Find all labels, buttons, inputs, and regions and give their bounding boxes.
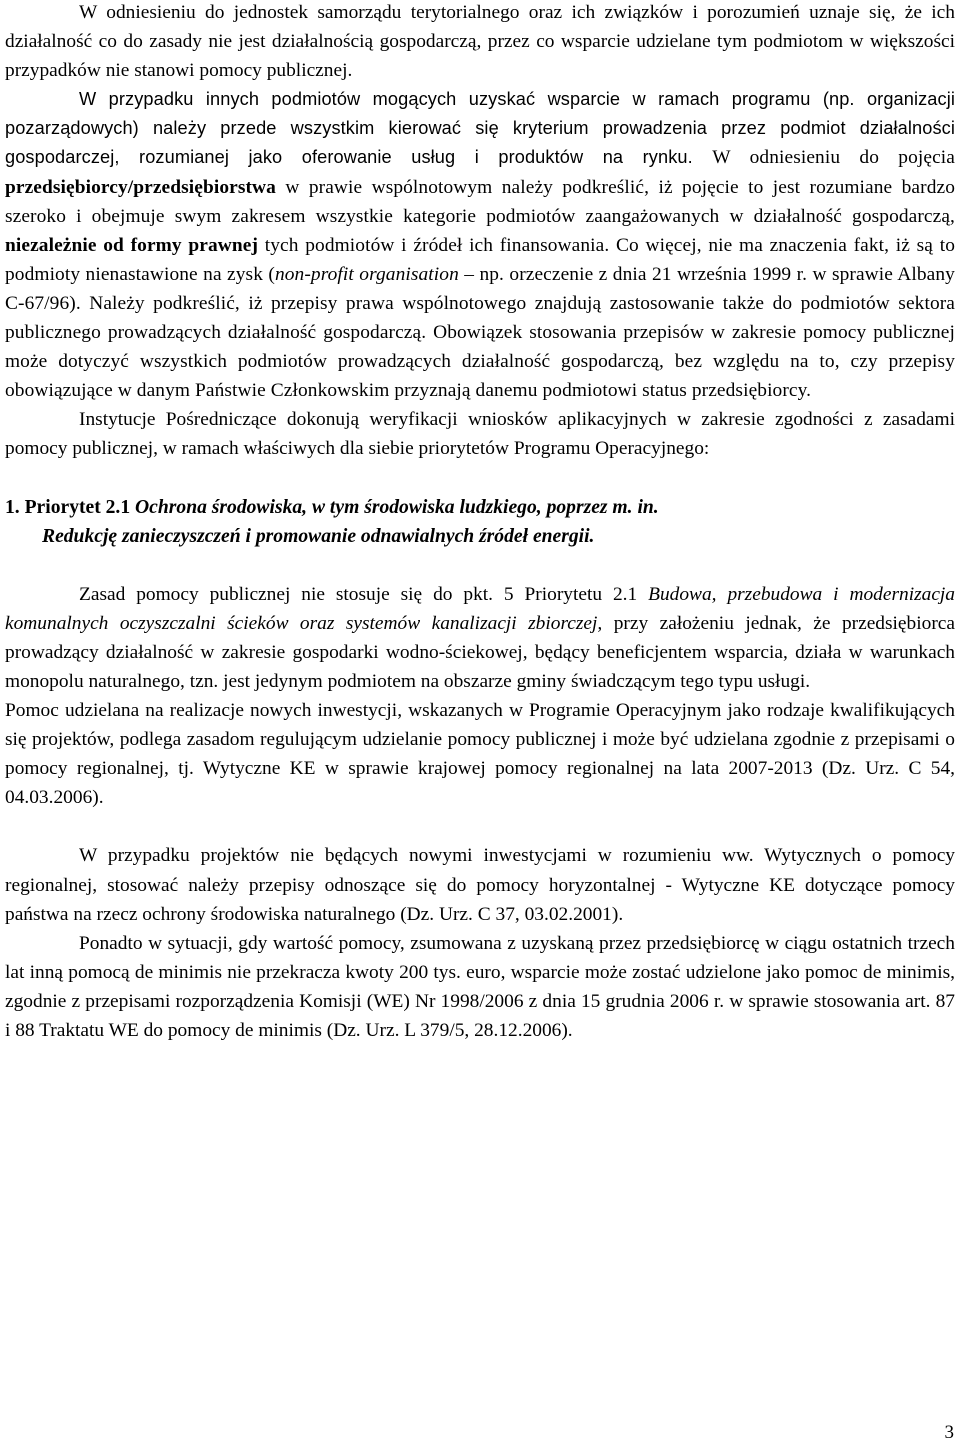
text-run: niezależnie od formy prawnej — [5, 234, 259, 256]
text-run: Redukcję zanieczyszczeń i promowanie odnawialnych źródeł energii. — [42, 525, 595, 547]
section-heading — [5, 522, 955, 551]
paragraph — [5, 929, 955, 1045]
text-run: Ochrona środowiska, w tym środowiska ludzkiego, poprzez m. in. — [135, 496, 659, 518]
text-run: tych podmiotów i źródeł ich finansowania. Co więcej, nie ma znaczenia fakt, iż są to podmioty nienastawione na zysk ( — [5, 234, 955, 285]
text-run: W odniesieniu do jednostek samorządu terytorialnego oraz ich związków i porozumień uznaje się, że ich działalność co do zasady nie jest działalnością gospodarczą, przez co wsparcie udzielane tym podmiotom w większości przypadków nie stanowi pomocy publicznej. — [5, 2, 955, 82]
paragraph — [5, 85, 955, 405]
text-run: Budowa, przebudowa i modernizacja komunalnych oczyszczalni ścieków oraz systemów kanalizacji zbiorczej, — [5, 583, 956, 634]
text-run: – np. orzeczenie z dnia 21 września 1999 r. w sprawie Albany C-67/96). Należy podkreślić, iż przepisy prawa wspólnotowego znajdują zastosowanie także do podmiotów sektora publicznego prowadzących działalność gospodarczą. Obowiązek stosowania przepisów w zakresie pomocy publicznej może dotyczyć wszystkich podmiotów prowadzących działalność gospodarczą, bez względu na to, czy przepisy obowiązujące w danym Państwie Członkowskim przyznają danemu podmiotowi status przedsiębiorcy. — [5, 263, 955, 402]
page-number: 3 — [944, 1422, 954, 1443]
paragraph — [5, 696, 955, 812]
text-run: 1. Priorytet 2.1 — [5, 496, 136, 518]
paragraph-spacer — [5, 464, 955, 493]
document-body — [5, 0, 955, 1045]
text-run: W przypadku projektów nie będących nowymi inwestycjami w rozumieniu ww. Wytycznych o pomocy regionalnej, stosować należy przepisy odnoszące się do pomocy horyzontalnej - Wytyczne KE dotyczące pomocy państwa na rzecz ochrony środowiska naturalnego (Dz. Urz. C 37, 03.02.2001). — [5, 845, 955, 925]
text-run: Pomoc udzielana na realizacje nowych inwestycji, wskazanych w Programie Operacyjnym jako rodzaje kwalifikujących się projektów, podlega zasadom regulującym udzielanie pomocy publicznej i może być udzielana zgodnie z przepisami o pomocy regionalnej, tj. Wytyczne KE w sprawie krajowej pomocy regionalnej na lata 2007-2013 (Dz. Urz. C 54, 04.03.2006). — [5, 700, 955, 809]
text-run: non-profit organisation — [274, 263, 459, 285]
paragraph — [5, 405, 955, 463]
text-run: Zasad pomocy publicznej nie stosuje się do pkt. 5 Priorytetu 2.1 — [79, 583, 649, 605]
text-run: przy założeniu jednak, że przedsiębiorca prowadzący działalność w zakresie gospodarki wodno-ściekowej, będący beneficjentem wsparcia, działa w warunkach monopolu naturalnego, tzn. jest jedynym podmiotem na obszarze gminy świadczącym tego typu usługi. — [5, 612, 955, 692]
paragraph-spacer — [5, 812, 955, 841]
text-run: W przypadku innych podmiotów mogących uzyskać wsparcie w ramach programu (np. organizacji pozarządowych) należy przede wszystkim kierować się kryterium prowadzenia przez podmiot działalności gospodarczej, rozumianej jako oferowanie usług i produktów na rynku. — [5, 89, 955, 168]
paragraph — [5, 841, 955, 928]
text-run: przedsiębiorcy/przedsiębiorstwa — [5, 176, 276, 198]
paragraph-spacer — [5, 551, 955, 580]
text-run: w prawie wspólnotowym należy podkreślić, iż pojęcie to jest rozumiane bardzo szeroko i obejmuje swym zakresem wszystkie kategorie podmiotów zaangażowanych w działalność gospodarczą, — [5, 176, 955, 227]
paragraph — [5, 0, 955, 85]
section-heading — [5, 493, 955, 522]
text-run: Instytucje Pośredniczące dokonują weryfikacji wniosków aplikacyjnych w zakresie zgodności z zasadami pomocy publicznej, w ramach właściwych dla siebie priorytetów Programu Operacyjnego: — [5, 409, 955, 460]
paragraph — [5, 580, 955, 696]
text-run: Ponadto w sytuacji, gdy wartość pomocy, zsumowana z uzyskaną przez przedsiębiorcę w ciągu ostatnich trzech lat inną pomocą de minimis nie przekracza kwoty 200 tys. euro, wsparcie może zostać udzielone jako pomoc de minimis, zgodnie z przepisami rozporządzenia Komisji (WE) Nr 1998/2006 z dnia 15 grudnia 2006 r. w sprawie stosowania art. 87 i 88 Traktatu WE do pomocy de minimis (Dz. Urz. L 379/5, 28.12.2006). — [5, 932, 955, 1041]
text-run: W odniesieniu do pojęcia — [712, 147, 955, 169]
